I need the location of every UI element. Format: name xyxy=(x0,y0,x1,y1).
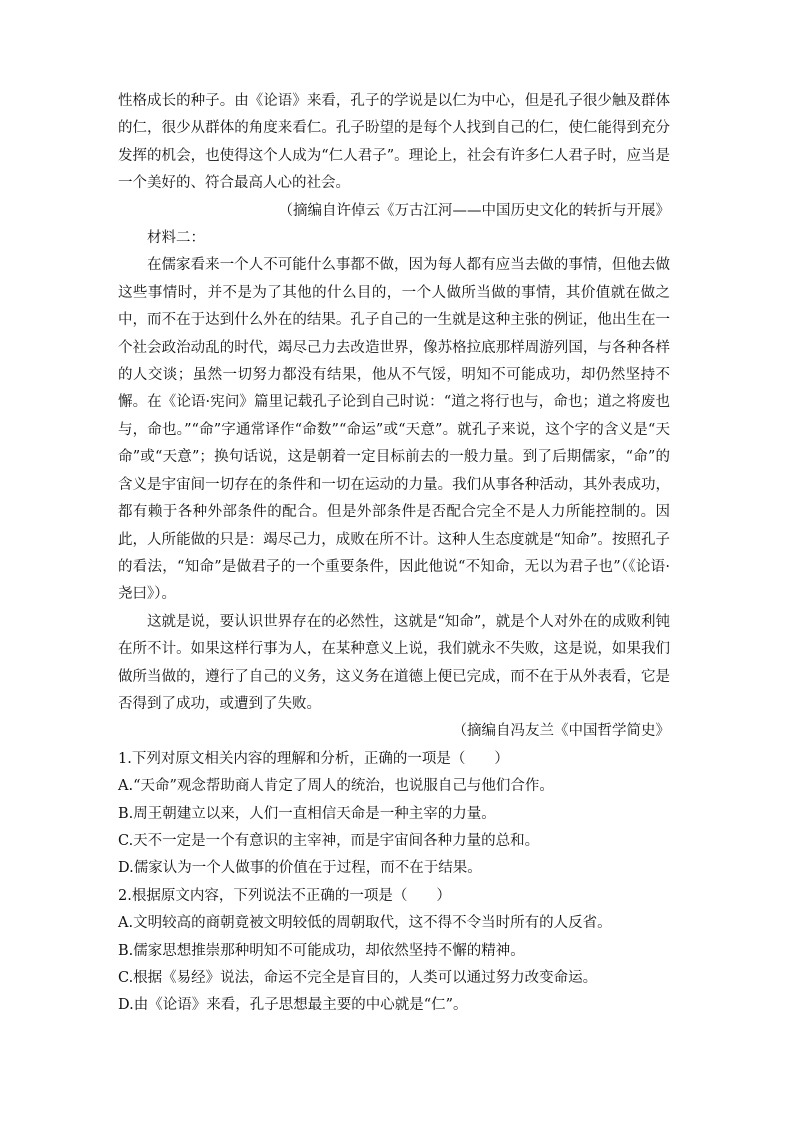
question-1-option-a: A.“天命”观念帮助商人肯定了周人的统治，也说服自己与他们合作。 xyxy=(118,778,554,795)
question-2-option-d: D.由《论语》来看，孔子思想最主要的中心就是“仁”。 xyxy=(118,997,468,1014)
question-2-option-a: A.文明较高的商朝竟被文明较低的周朝取代，这不得不令当时所有的人反省。 xyxy=(118,915,612,932)
question-1 xyxy=(118,746,670,883)
material-one-source: （摘编自许倬云《万古江河——中国历史文化的转折与开展》 xyxy=(278,202,670,219)
material-one-paragraph-end: 性格成长的种子。由《论语》来看，孔子的学说是以仁为中心，但是孔子很少触及群体的仁，很少从群体的角度来看仁。孔子盼望的是每个人找到自己的仁，使仁能得到充分发挥的机会，也使得这个人成为“仁人君子”。理论上，社会有许多仁人君子时，应当是一个美好的、符合最高人心的社会。 xyxy=(118,93,670,192)
question-2-stem: 2.根据原文内容，下列说法不正确的一项是（ ） xyxy=(118,887,451,904)
question-1-option-c: C.天不一定是一个有意识的主宰神，而是宇宙间各种力量的总和。 xyxy=(118,832,540,849)
question-1-option-d: D.儒家认为一个人做事的价值在于过程，而不在于结果。 xyxy=(118,860,482,877)
question-2-option-b: B.儒家思想推崇那种明知不可能成功，却依然坚持不懈的精神。 xyxy=(118,942,525,959)
document-page xyxy=(118,88,670,1020)
material-two-label: 材料二： xyxy=(147,230,205,247)
material-two-paragraph-1: 在儒家看来一个人不可能什么事都不做，因为每人都有应当去做的事情，但他去做这些事情时，并不是为了其他的什么目的，一个人做所当做的事情，其价值就在做之中，而不在于达到什么外在的结果。孔子自己的一生就是这种主张的例证，他出生在一个社会政治动乱的时代，竭尽己力去改造世界，像苏格拉底那样周游列国，与各种各样的人交谈；虽然一切努力都没有结果，他从不气馁，明知不可能成功，却仍然坚持不懈。在《论语·宪问》篇里记载孔子论到自己时说：“道之将行也与，命也；道之将废也与，命也。”“命”字通常译作“命数”“命运”或“天意”。就孔子来说，这个字的含义是“天命”或“天意”；换句话说，这是朝着一定目标前去的一般力量。到了后期儒家，“命”的含义是宇宙间一切存在的条件和一切在运动的力量。我们从事各种活动，其外表成功，都有赖于各种外部条件的配合。但是外部条件是否配合完全不是人力所能控制的。因此，人所能做的只是：竭尽己力，成败在所不计。这种人生态度就是“知命”。按照孔子的看法，“知命”是做君子的一个重要条件，因此他说“不知命，无以为君子也”（《论语·尧曰》）。 xyxy=(118,257,670,603)
material-two-source: （摘编自冯友兰《中国哲学简史》 xyxy=(452,723,670,740)
question-1-stem: 1.下列对原文相关内容的理解和分析，正确的一项是（ ） xyxy=(118,750,509,767)
question-1-option-b: B.周王朝建立以来，人们一直相信天命是一种主宰的力量。 xyxy=(118,805,496,822)
question-2 xyxy=(118,883,670,1020)
material-two-paragraph-2: 这就是说，要认识世界存在的必然性，这就是“知命”，就是个人对外在的成败利钝在所不计。如果这样行事为人，在某种意义上说，我们就永不失败，这是说，如果我们做所当做的，遵行了自己的义务，这义务在道德上便已完成，而不在于从外表看，它是否得到了成功，或遭到了失败。 xyxy=(118,613,670,712)
question-2-option-c: C.根据《易经》说法，命运不完全是盲目的，人类可以通过努力改变命运。 xyxy=(118,970,598,986)
